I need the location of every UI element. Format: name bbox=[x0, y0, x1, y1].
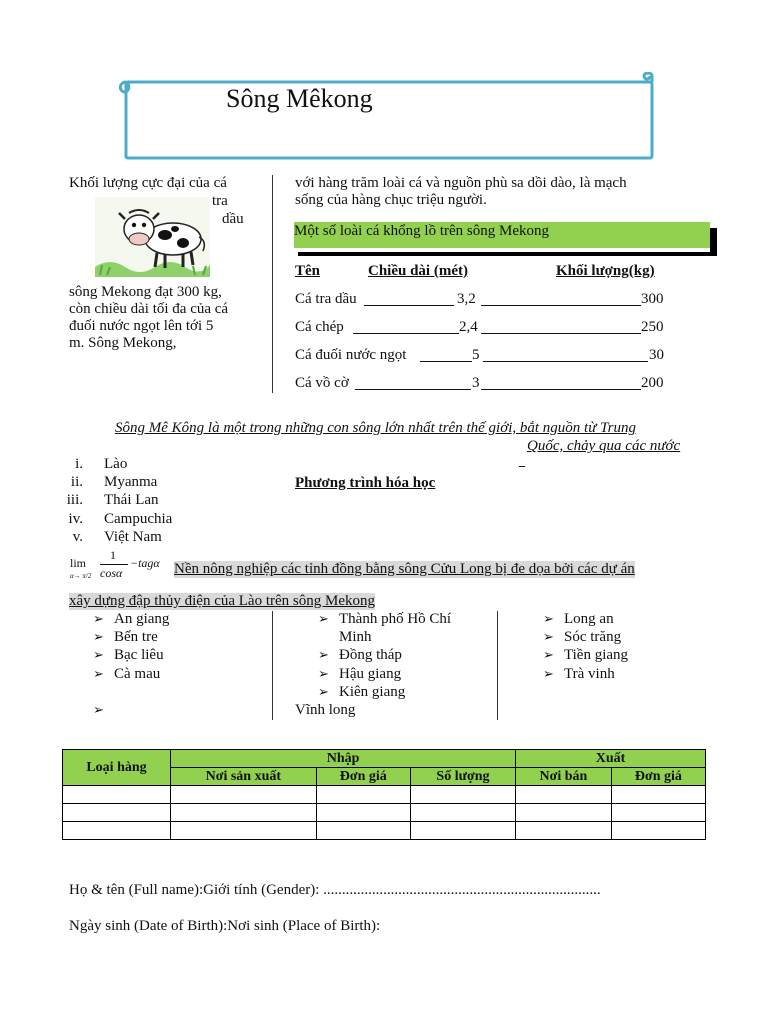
left-intro-dau: dầu bbox=[222, 211, 244, 227]
fish-weight: 300 bbox=[641, 291, 664, 307]
country-name: Lào bbox=[104, 456, 128, 472]
fish-length: 3 bbox=[472, 375, 480, 391]
province-item: ➢ Bạc liêu bbox=[93, 647, 164, 663]
fish-length: 5 bbox=[472, 347, 480, 363]
left-para-line: đuối nước ngọt lên tới 5 bbox=[69, 318, 214, 334]
fish-header-name: Tên bbox=[295, 263, 321, 279]
left-para-line: m. Sông Mekong, bbox=[69, 335, 177, 351]
arrow-bullet-icon: ➢ bbox=[543, 666, 554, 681]
country-name: Việt Nam bbox=[104, 529, 162, 545]
heading-shadow bbox=[298, 252, 717, 256]
small-underline bbox=[519, 466, 525, 467]
province-item: ➢ Tiền giang bbox=[543, 647, 629, 663]
province-divider bbox=[272, 611, 273, 720]
province-item: ➢ Thành phố Hồ Chí bbox=[318, 611, 452, 627]
province-item: ➢ Long an bbox=[543, 611, 614, 627]
arrow-bullet-icon: ➢ bbox=[93, 666, 104, 681]
left-para-line: sông Mekong đạt 300 kg, bbox=[69, 284, 222, 300]
table-row bbox=[63, 804, 706, 822]
province-item: ➢ Kiên giang bbox=[318, 684, 406, 700]
fish-section-heading: Một số loài cá khổng lồ trên sông Mekong bbox=[294, 222, 710, 248]
province-item-empty bbox=[93, 702, 114, 719]
arrow-bullet-icon: ➢ bbox=[543, 647, 554, 662]
country-name: Myanma bbox=[104, 474, 158, 490]
fish-length: 2,4 bbox=[459, 319, 478, 335]
fish-row bbox=[295, 319, 667, 336]
header-don-gia: Đơn giá bbox=[316, 768, 410, 786]
header-don-gia-xuat: Đơn giá bbox=[611, 768, 705, 786]
arrow-bullet-icon: ➢ bbox=[318, 666, 329, 681]
chemistry-heading: Phương trình hóa học bbox=[295, 475, 436, 491]
arrow-bullet-icon: ➢ bbox=[93, 702, 104, 717]
header-so-luong: Số lượng bbox=[410, 768, 515, 786]
province-item: ➢ An giang bbox=[93, 611, 170, 627]
province-item: ➢ Đồng tháp bbox=[318, 647, 402, 663]
left-paragraph bbox=[69, 284, 269, 352]
list-number: i. bbox=[75, 456, 83, 472]
list-number: iii. bbox=[66, 492, 83, 508]
province-item: ➢ Sóc trăng bbox=[543, 629, 622, 645]
arrow-bullet-icon: ➢ bbox=[543, 629, 554, 644]
formula-rest: −tagα bbox=[130, 556, 160, 570]
fish-row bbox=[295, 347, 667, 364]
table-header-row bbox=[63, 750, 706, 768]
right-intro-line: với hàng trăm loài cá và nguồn phù sa dồi dào, là mạch bbox=[295, 175, 627, 191]
title-banner bbox=[118, 72, 658, 160]
right-intro-line: sống của hàng chục triệu người. bbox=[295, 192, 487, 208]
lim-subscript: α→ π/2 bbox=[70, 572, 92, 580]
fish-header-weight: Khối lượng(kg) bbox=[556, 263, 655, 279]
arrow-bullet-icon: ➢ bbox=[93, 647, 104, 662]
province-item: ➢ Cà mau bbox=[93, 666, 161, 682]
arrow-bullet-icon: ➢ bbox=[93, 629, 104, 644]
lim-text: lim bbox=[70, 556, 87, 570]
country-name: Thái Lan bbox=[104, 492, 159, 508]
province-item: ➢ Bến tre bbox=[93, 629, 158, 645]
warning-line2: xây dựng đập thủy điện của Lào trên sông Mekong bbox=[69, 593, 375, 609]
province-item-wrapped: Vĩnh long bbox=[295, 702, 356, 718]
left-para-line: còn chiều dài tối đa của cá bbox=[69, 301, 229, 317]
page-title: Sông Mêkong bbox=[226, 84, 373, 113]
river-sentence-line2: Quốc, chảy qua các nước bbox=[527, 438, 681, 454]
form-name-gender: Họ & tên (Full name):Giới tính (Gender): .......................................................................... bbox=[69, 882, 601, 898]
country-name: Campuchia bbox=[104, 511, 173, 527]
fraction-bar bbox=[100, 564, 128, 565]
fish-header-length: Chiều dài (mét) bbox=[368, 263, 468, 279]
province-item: ➢ Trà vinh bbox=[543, 666, 615, 682]
warning-line1: Nền nông nghiệp các tỉnh đồng bằng sông Cửu Long bị đe dọa bởi các dự án bbox=[174, 561, 635, 577]
fish-row bbox=[295, 375, 667, 392]
fish-length: 3,2 bbox=[457, 291, 476, 307]
header-nhap: Nhập bbox=[171, 750, 516, 768]
river-sentence-line1: Sông Mê Kông là một trong những con sông lớn nhất trên thế giới, bắt nguồn từ Trung bbox=[115, 420, 636, 436]
form-birth: Ngày sinh (Date of Birth):Nơi sinh (Place of Birth): bbox=[69, 918, 381, 934]
header-noi-san-xuat: Nơi sản xuất bbox=[171, 768, 317, 786]
fish-name: Cá tra dầu bbox=[295, 291, 357, 307]
cow-illustration bbox=[95, 197, 210, 277]
list-number: ii. bbox=[70, 474, 83, 490]
fraction-denominator: cosα bbox=[100, 566, 123, 580]
fish-weight: 200 bbox=[641, 375, 664, 391]
header-xuat: Xuất bbox=[516, 750, 706, 768]
header-noi-ban: Nơi bán bbox=[516, 768, 612, 786]
arrow-bullet-icon: ➢ bbox=[318, 611, 329, 626]
fraction-numerator: 1 bbox=[110, 548, 116, 562]
right-intro bbox=[295, 175, 705, 209]
left-intro-line: Khối lượng cực đại của cá bbox=[69, 175, 227, 191]
fish-row bbox=[295, 291, 667, 308]
arrow-bullet-icon: ➢ bbox=[93, 611, 104, 626]
column-divider bbox=[272, 175, 273, 393]
table-row bbox=[63, 786, 706, 804]
fish-name: Cá vồ cờ bbox=[295, 375, 349, 391]
arrow-bullet-icon: ➢ bbox=[318, 684, 329, 699]
goods-table bbox=[62, 749, 706, 840]
limit-formula bbox=[70, 550, 174, 590]
arrow-bullet-icon: ➢ bbox=[318, 647, 329, 662]
table-row bbox=[63, 822, 706, 840]
fish-weight: 30 bbox=[649, 347, 664, 363]
arrow-bullet-icon: ➢ bbox=[543, 611, 554, 626]
list-number: iv. bbox=[68, 511, 83, 527]
header-loai-hang: Loại hàng bbox=[63, 750, 171, 786]
left-intro-tra: tra bbox=[212, 193, 228, 209]
fish-weight: 250 bbox=[641, 319, 664, 335]
list-number: v. bbox=[72, 529, 83, 545]
province-item-continued: Minh bbox=[339, 629, 372, 645]
province-item: ➢ Hậu giang bbox=[318, 666, 402, 682]
fish-name: Cá đuối nước ngọt bbox=[295, 347, 407, 363]
fish-name: Cá chép bbox=[295, 319, 344, 335]
province-divider bbox=[497, 611, 498, 720]
